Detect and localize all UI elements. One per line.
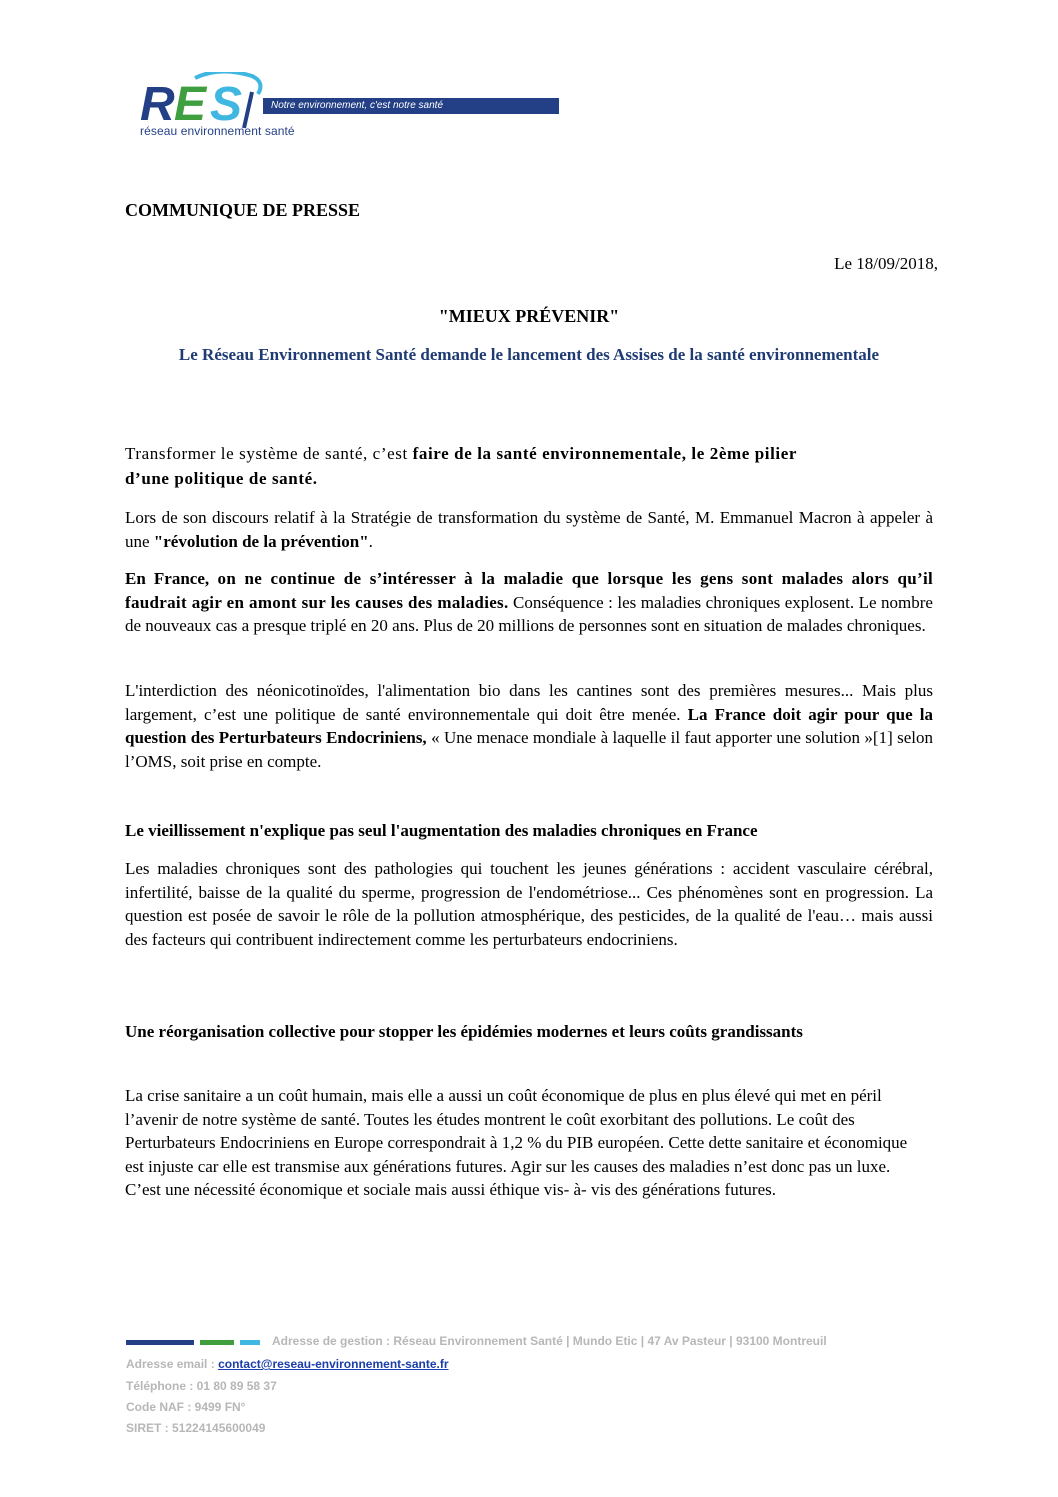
res-logo-icon <box>140 72 270 130</box>
footer-siret: SIRET : 51224145600049 <box>126 1421 266 1435</box>
section-1-body: Les maladies chroniques sont des pathologies qui touchent les jeunes générations : accident vasculaire cérébral, infertilité, baisse de la qualité du sperme, progression de l'endométriose... Ces phénomènes sont en progression. La question est posée de savoir le rôle de la pollution atmosphérique, des pesticides, de la qualité de l'eau… mais aussi des facteurs qui contribuent indirectement comme les perturbateurs endocriniens. <box>125 859 933 949</box>
intro-p3-bold: on ne continue de s’intéresser à la maladie que lorsque les gens sont malades alors qu’il faudrait agir en amont sur les causes des maladies. <box>125 569 933 612</box>
footer-bar-cyan <box>240 1340 260 1345</box>
svg-text:S: S <box>210 78 243 130</box>
intro-p4-text: L'interdiction des néonicotinoïdes, l'alimentation bio dans les cantines sont des premières mesures... Mais plus largement, c’est une politique de santé environnementale qui doit être menée. <box>125 681 933 724</box>
release-date: Le 18/09/2018, <box>834 254 938 273</box>
press-release-label: COMMUNIQUE DE PRESSE <box>125 200 361 220</box>
intro-p1-bold-end: d’une politique de santé. <box>125 469 318 488</box>
intro-p3-text: Conséquence : les maladies chroniques explosent. Le nombre de nouveaux cas a presque triplé en 20 ans. Plus de 20 millions de personnes sont en situation de malades chroniques. <box>125 592 933 635</box>
section-2-body: La crise sanitaire a un coût humain, mais elle a aussi un coût économique de plus en plus élevé qui met en péril l’avenir de notre système de santé. Toutes les études montrent le coût exorbitant des pollutions. Le coût des Perturbateurs Endocriniens en Europe correspondrait à 1,2 % du PIB européen. Cette dette sanitaire et économique est injuste car elle est transmise aux générations futures. Agir sur les causes des maladies n’est donc pas un luxe. C’est une nécessité économique et sociale mais aussi éthique vis- à- vis des générations futures. <box>125 1086 908 1199</box>
footer-address <box>272 1334 827 1348</box>
intro-paragraph-1 <box>125 441 933 491</box>
intro-p2-quote: "révolution de la prévention" <box>153 531 369 551</box>
logo-tagline: Notre environnement, c'est notre santé <box>263 98 559 114</box>
footer-address-value: Réseau Environnement Santé | Mundo Etic | 47 Av Pasteur | 93100 Montreuil <box>393 1334 827 1348</box>
logo-brand-name: réseau environnement santé <box>140 124 295 138</box>
section-2-heading: Une réorganisation collective pour stopper les épidémies modernes et leurs coûts grandissants <box>125 1022 803 1041</box>
footer-bar-navy <box>126 1340 194 1345</box>
footer-email-line <box>126 1357 449 1371</box>
footer-email-label: Adresse email : <box>126 1357 215 1371</box>
intro-paragraph-4 <box>125 679 933 773</box>
footer-address-label: Adresse de gestion : <box>272 1334 391 1348</box>
intro-p1-part1: Transformer le système de santé, c’est <box>125 444 413 463</box>
section-1-heading: Le vieillissement n'explique pas seul l'augmentation des maladies chroniques en France <box>125 821 758 840</box>
document-subtitle: Le Réseau Environnement Santé demande le lancement des Assises de la santé environnementale <box>178 345 880 364</box>
intro-p2-text: Lors de son discours relatif à la Stratégie de transformation du système de Santé, M. Emmanuel Macron à appeler à une <box>125 508 933 551</box>
footer-naf: Code NAF : 9499 FN° <box>126 1400 246 1414</box>
intro-p4-bold: La France doit agir pour que la question des Perturbateurs Endocriniens, <box>125 704 933 747</box>
footer-phone: Téléphone : 01 80 89 58 37 <box>126 1379 277 1393</box>
intro-p1-bold: faire de la santé environnementale, le 2ème pilier <box>412 444 798 463</box>
footer-email-link[interactable]: contact@reseau-environnement-sante.fr <box>218 1357 449 1371</box>
res-logo <box>140 72 444 162</box>
intro-p4-quote: « Une menace mondiale à laquelle il faut apporter une solution »[1] selon l’OMS, soit prise en compte. <box>125 728 934 771</box>
svg-text:E: E <box>174 78 207 130</box>
intro-paragraph-3 <box>125 567 933 638</box>
intro-p3-lead: En France, <box>125 569 210 588</box>
intro-paragraph-2 <box>125 506 933 553</box>
document-title: "MIEUX PRÉVENIR" <box>438 306 620 326</box>
intro-p2-end: . <box>368 531 373 551</box>
svg-text:R: R <box>140 78 175 130</box>
footer-bar-green <box>200 1340 234 1345</box>
